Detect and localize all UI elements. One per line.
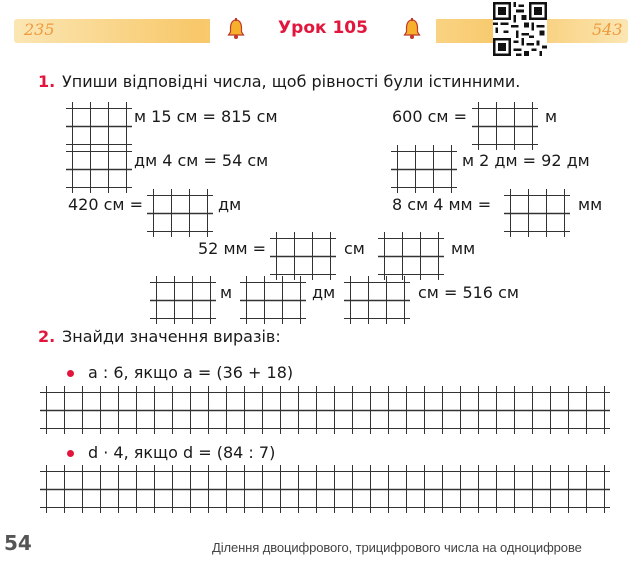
row2-right-text: м 2 дм = 92 дм	[462, 151, 590, 170]
answer-cells[interactable]	[66, 145, 132, 193]
row5-m: м	[220, 283, 233, 302]
answer-cells[interactable]	[147, 189, 213, 237]
row3-left-suffix: дм	[218, 195, 242, 214]
answer-cells[interactable]	[378, 232, 444, 280]
row1-right-suffix: м	[545, 107, 558, 126]
header-decor-right: 543	[592, 20, 623, 39]
bell-icon-right	[402, 18, 422, 40]
expression-1: a : 6, якщо a = (36 + 18)	[88, 363, 294, 382]
bullet-icon	[67, 370, 74, 377]
answer-cells[interactable]	[270, 232, 336, 280]
answer-grid-2[interactable]	[40, 465, 610, 513]
qr-code-icon[interactable]	[493, 2, 547, 56]
row4-suffix: мм	[451, 239, 476, 258]
row1-right-prefix: 600 см =	[392, 107, 467, 126]
answer-cells[interactable]	[150, 276, 216, 324]
footer-topic: Ділення двоцифрового, трицифрового числа на одноцифрове	[212, 540, 582, 555]
row3-right-prefix: 8 см 4 мм =	[392, 195, 492, 214]
page-number: 54	[4, 531, 32, 555]
answer-cells[interactable]	[391, 145, 457, 193]
row4-prefix: 52 мм =	[198, 239, 267, 258]
bullet-icon	[67, 450, 74, 457]
answer-cells[interactable]	[504, 189, 570, 237]
row5-suffix: см = 516 см	[418, 283, 519, 302]
task-1-number: 1.	[38, 72, 56, 91]
expression-2: d · 4, якщо d = (84 : 7)	[88, 443, 276, 462]
row4-mid: см	[344, 239, 365, 258]
row3-left-prefix: 420 см =	[68, 195, 143, 214]
header-decor-left: 235	[24, 20, 55, 39]
answer-cells[interactable]	[472, 102, 538, 150]
task-2-prompt: Знайди значення виразів:	[62, 327, 281, 346]
lesson-title: Урок 105	[278, 18, 368, 38]
bell-icon-left	[226, 18, 246, 40]
answer-cells[interactable]	[240, 276, 306, 324]
row2-left-text: дм 4 см = 54 см	[134, 151, 269, 170]
row3-right-suffix: мм	[578, 195, 603, 214]
row1-left-text: м 15 см = 815 см	[134, 107, 278, 126]
task-1-prompt: Упиши відповідні числа, щоб рівності були істинними.	[62, 72, 521, 91]
answer-cells[interactable]	[66, 102, 132, 150]
task-2-number: 2.	[38, 327, 56, 346]
answer-grid-1[interactable]	[40, 386, 610, 434]
row5-dm: дм	[312, 283, 336, 302]
answer-cells[interactable]	[344, 276, 410, 324]
